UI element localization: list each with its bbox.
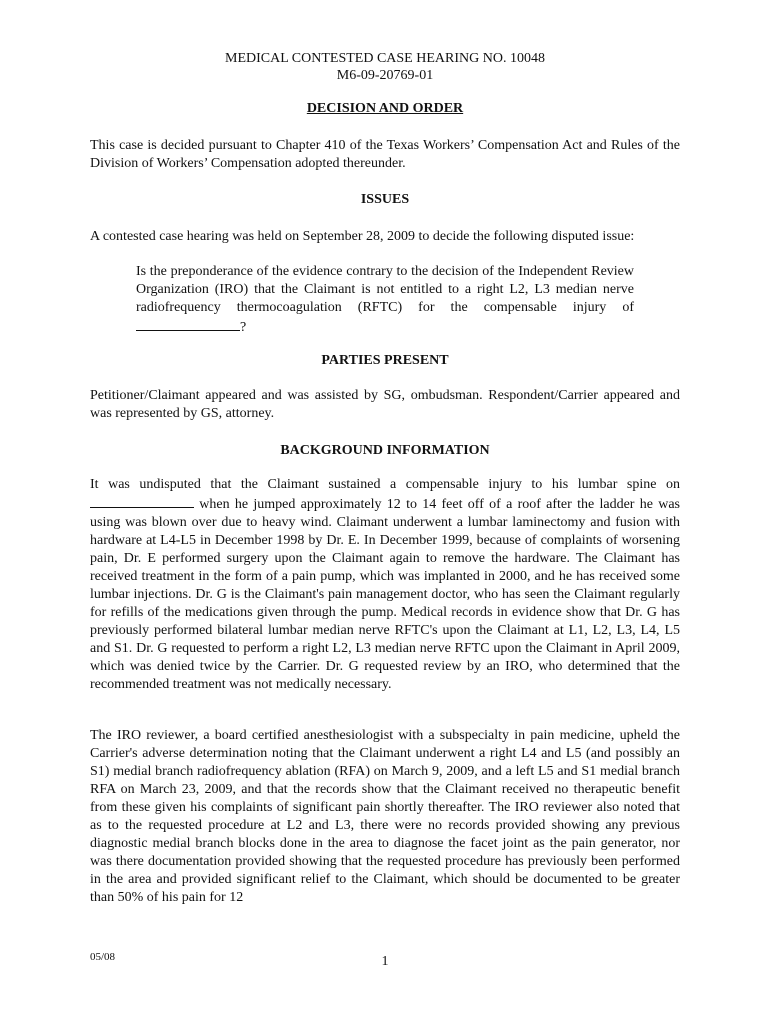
issues-heading: ISSUES bbox=[360, 192, 410, 207]
background-paragraph-2: The IRO reviewer, a board certified anesthesiologist with a subspecialty in pain medicine, upheld the Carrier's adverse determination noting that the Claimant underwent a right L4 and L5 (and possibly an S1) medial branch radiofrequency ablation (RFA) on March 9, 2009, and a left L5 and S1 medial branch RFA on March 23, 2009, and that the records show that the Claimant received no therapeutic benefit from these given his complaints of significant pain shortly thereafter. The IRO reviewer also noted that as to the requested procedure at L2 and L3, there were no records provided showing any previous diagnostic medial branch blocks done in the area to diagnose the facet joint as the pain generator, nor was there documentation provided showing that the requested procedure has previously been performed in the area and provided significant relief to the Claimant, which should be documented to be greater than 50% of his pain for 12 bbox=[90, 728, 680, 905]
background-paragraph-1 bbox=[90, 476, 680, 694]
footer-date: 05/08 bbox=[90, 951, 116, 963]
case-header bbox=[0, 50, 770, 84]
background-p1-start: It was undisputed that the Claimant sustained a compensable injury to his lumbar spine on bbox=[90, 477, 680, 492]
intro-paragraph: This case is decided pursuant to Chapter 410 of the Texas Workers’ Compensation Act and Rules of the Division of Workers’ Compensation adopted thereunder. bbox=[90, 138, 680, 171]
decision-title: DECISION AND ORDER bbox=[306, 101, 464, 116]
docket-number: M6-09-20769-01 bbox=[336, 68, 434, 83]
parties-heading: PARTIES PRESENT bbox=[321, 353, 449, 368]
case-number: MEDICAL CONTESTED CASE HEARING NO. 10048 bbox=[225, 51, 545, 66]
page-number: 1 bbox=[381, 954, 389, 969]
question-mark: ? bbox=[240, 320, 247, 335]
parties-paragraph: Petitioner/Claimant appeared and was assisted by SG, ombudsman. Respondent/Carrier appeared and was represented by GS, attorney. bbox=[90, 388, 680, 421]
injury-date-blank bbox=[90, 494, 194, 508]
disputed-issue-question bbox=[136, 263, 634, 337]
background-p1-rest: when he jumped approximately 12 to 14 feet off of a roof after the ladder he was using was blown over due to heavy wind. Claimant underwent a lumbar laminectomy and fusion with hardware at L4-L5 in December 1998 by Dr. E. In December 1999, because of complaints of worsening pain, Dr. E performed surgery upon the Claimant again to remove the hardware. The Claimant has received treatment in the form of a pain pump, which was implanted in 2000, and he has received some lumbar injections. Dr. G is the Claimant's pain management doctor, who has seen the Claimant regularly for refills of the medications given through the pump. Medical records in evidence show that Dr. G has previously performed bilateral lumbar median nerve RFTC's upon the Claimant at L1, L2, L3, L4, L5 and S1. Dr. G requested to perform a right L2, L3 median nerve RFTC upon the Claimant in April 2009, which was denied twice by the Carrier. Dr. G requested review by an IRO, who determined that the recommended treatment was not medically necessary. bbox=[90, 497, 680, 692]
question-text: Is the preponderance of the evidence contrary to the decision of the Independent Review Organization (IRO) that the Claimant is not entitled to a right L2, L3 median nerve radiofrequency thermocoagulation (RFTC) for the compensable injury of bbox=[136, 264, 634, 315]
issues-paragraph: A contested case hearing was held on September 28, 2009 to decide the following disputed issue: bbox=[90, 229, 635, 244]
date-blank bbox=[136, 317, 240, 331]
background-heading: BACKGROUND INFORMATION bbox=[280, 443, 490, 458]
